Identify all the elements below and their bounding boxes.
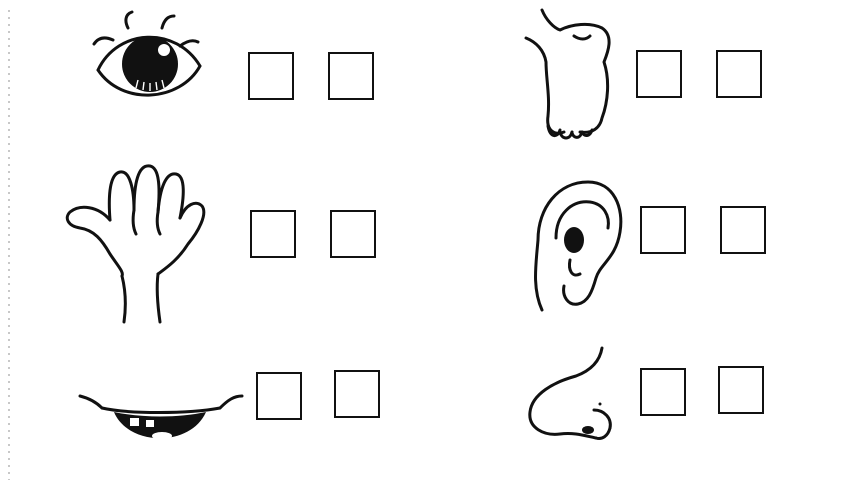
answer-box-eye-1[interactable]: [248, 52, 294, 100]
answer-box-ear-2[interactable]: [720, 206, 766, 254]
eye-icon: [88, 10, 208, 105]
scan-edge-dots: [8, 10, 10, 480]
answer-box-foot-1[interactable]: [636, 50, 682, 98]
answer-box-eye-2[interactable]: [328, 52, 374, 100]
hand-icon: [62, 160, 227, 325]
ear-icon: [528, 178, 628, 318]
answer-box-mouth-1[interactable]: [256, 372, 302, 420]
mouth-icon: [78, 384, 244, 454]
answer-box-nose-1[interactable]: [640, 368, 686, 416]
foot-icon: [520, 6, 615, 142]
answer-box-mouth-2[interactable]: [334, 370, 380, 418]
answer-box-foot-2[interactable]: [716, 50, 762, 98]
answer-box-hand-1[interactable]: [250, 210, 296, 258]
answer-box-ear-1[interactable]: [640, 206, 686, 254]
answer-box-hand-2[interactable]: [330, 210, 376, 258]
nose-icon: [526, 344, 622, 444]
answer-box-nose-2[interactable]: [718, 366, 764, 414]
